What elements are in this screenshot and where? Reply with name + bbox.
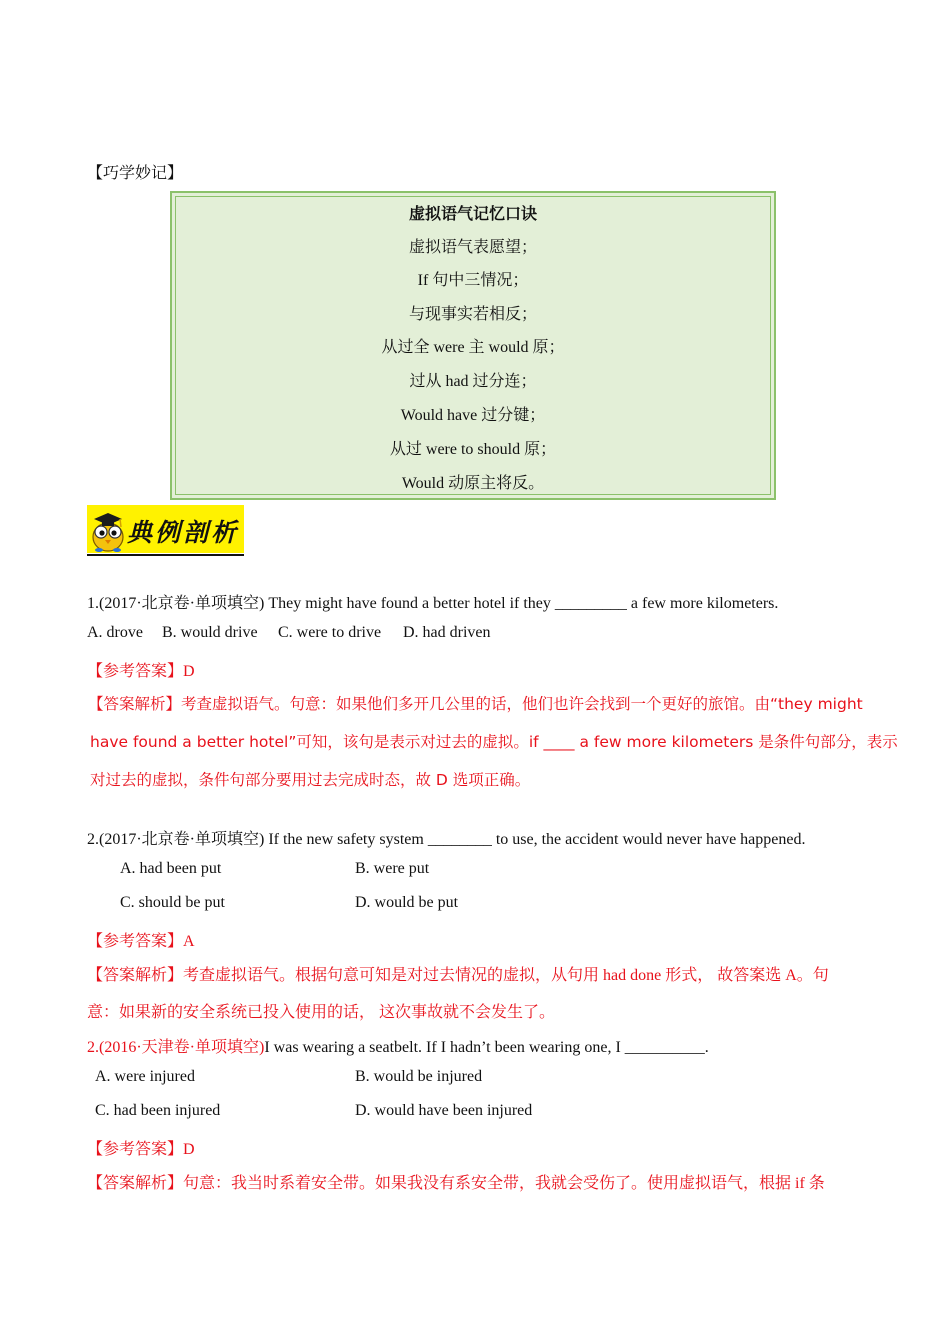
question-1-analysis-line: 【答案解析】考查虚拟语气。句意：如果他们多开几公里的话，他们也许会找到一个更好的旅馆。由“they might — [88, 695, 863, 713]
question-3-stem — [87, 1034, 709, 1057]
question-3-option-d: D. would have been injured — [355, 1102, 533, 1119]
question-2-answer: 【参考答案】A — [87, 933, 195, 950]
question-2-option-d: D. would be put — [355, 894, 459, 911]
mnemonic-line: If 句中三情况； — [417, 272, 529, 289]
mnemonic-box — [170, 191, 776, 500]
question-2-stem: 2.(2017·北京卷·单项填空) If the new safety system ________ to use, the accident would never have happened. — [87, 831, 806, 848]
mnemonic-line: 虚拟语气表愿望； — [408, 239, 537, 256]
question-3-source: 2.(2016·天津卷·单项填空) — [87, 1039, 265, 1056]
question-2-analysis-line: 意：如果新的安全系统已投入使用的话， 这次事故就不会发生了。 — [87, 1004, 556, 1021]
section-banner — [87, 505, 244, 556]
question-1-option-a: A. drove — [87, 624, 143, 641]
question-1-analysis-line: have found a better hotel”可知，该句是表示对过去的虚拟。if ____ a few more kilometers 是条件句部分，表示 — [90, 733, 898, 751]
question-3-option-a: A. were injured — [95, 1068, 195, 1085]
banner-underline — [87, 554, 244, 556]
question-1-answer: 【参考答案】D — [87, 663, 195, 680]
mnemonic-line: Would have 过分键； — [400, 407, 546, 424]
question-3-option-c: C. had been injured — [95, 1102, 221, 1119]
question-1-option-c: C. were to drive — [278, 624, 382, 641]
question-1-stem: 1.(2017·北京卷·单项填空) They might have found a better hotel if they _________ a few more kilometers. — [87, 595, 779, 612]
question-2-option-a: A. had been put — [120, 860, 222, 877]
question-1-analysis-line: 对过去的虚拟，条件句部分要用过去完成时态，故 D 选项正确。 — [90, 771, 531, 789]
question-3-stem-text: I was wearing a seatbelt. If I hadn’t been wearing one, I __________. — [264, 1039, 709, 1056]
mnemonic-line: 与现事实若相反； — [408, 306, 537, 323]
question-1-option-b: B. would drive — [162, 624, 258, 641]
section-heading: 【巧学妙记】 — [87, 165, 184, 182]
mnemonic-line: Would 动原主将反。 — [401, 475, 545, 492]
banner-label: 典例剖析 — [127, 518, 240, 547]
question-2-option-b: B. were put — [355, 860, 430, 877]
question-2-option-c: C. should be put — [120, 894, 225, 911]
mnemonic-line: 过从 had 过分连； — [409, 373, 537, 390]
question-3-analysis-line: 【答案解析】句意：我当时系着安全带。如果我没有系安全带，我就会受伤了。使用虚拟语气，根据 if 条 — [87, 1175, 825, 1192]
owl-graduate-icon — [88, 507, 128, 553]
mnemonic-title: 虚拟语气记忆口诀 — [408, 206, 537, 223]
question-2-analysis-line: 【答案解析】考查虚拟语气。根据句意可知是对过去情况的虚拟，从句用 had done 形式， 故答案选 A。句 — [87, 967, 829, 984]
mnemonic-line: 从过 were to should 原； — [389, 441, 557, 458]
mnemonic-line: 从过全 were 主 would 原； — [381, 339, 565, 356]
question-3-answer: 【参考答案】D — [87, 1141, 195, 1158]
question-3-option-b: B. would be injured — [355, 1068, 483, 1085]
question-1-option-d: D. had driven — [403, 624, 491, 641]
